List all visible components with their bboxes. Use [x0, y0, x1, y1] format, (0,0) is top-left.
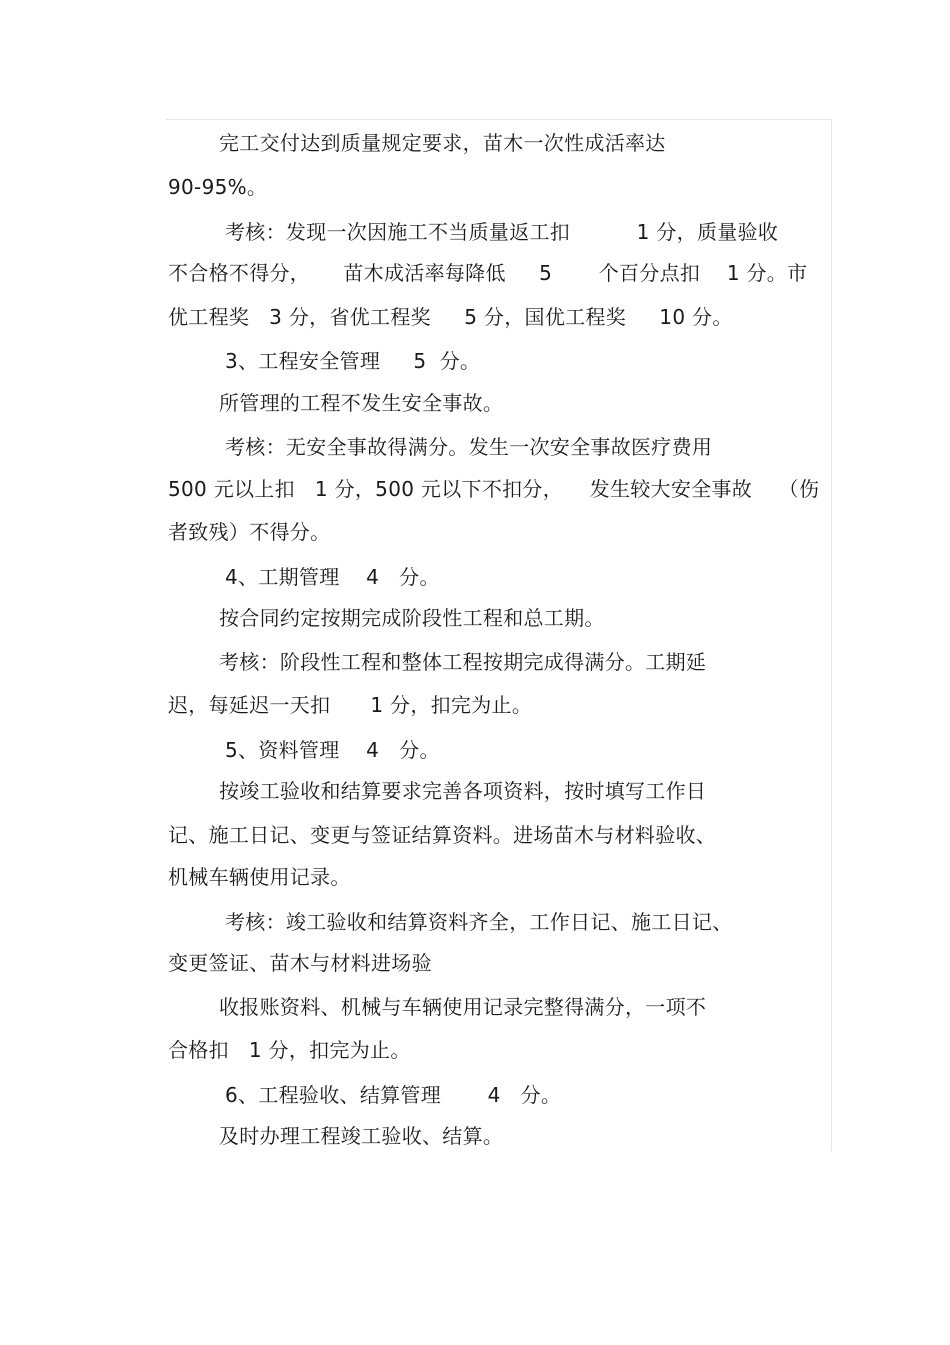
text-line: 机械车辆使用记录。: [168, 865, 351, 889]
text-line: 者致残）不得分。: [168, 520, 331, 544]
text-line: 考核：无安全事故得满分。发生一次安全事故医疗费用: [225, 435, 713, 459]
section-heading: 5、资料管理 4 分。: [225, 738, 440, 762]
text-line: 所管理的工程不发生安全事故。: [219, 391, 504, 415]
text-line: 考核：竣工验收和结算资料齐全，工作日记、施工日记、: [225, 910, 733, 934]
text-line: 变更签证、苗木与材料进场验: [168, 951, 432, 975]
text-line: 500 元以上扣 1 分，500 元以下不扣分， 发生较大安全事故 （伤: [168, 477, 820, 501]
text-line: 考核：发现一次因施工不当质量返工扣 1 分，质量验收: [225, 220, 779, 244]
text-line: 不合格不得分， 苗木成活率每降低 5 个百分点扣 1 分。市: [168, 261, 808, 285]
text-line: 按合同约定按期完成阶段性工程和总工期。: [219, 606, 605, 630]
text-line: 优工程奖 3 分，省优工程奖 5 分，国优工程奖 10 分。: [168, 305, 733, 329]
text-line: 记、施工日记、变更与签证结算资料。进场苗木与材料验收、: [168, 823, 717, 847]
text-line: 完工交付达到质量规定要求，苗木一次性成活率达: [219, 131, 666, 155]
text-line: 合格扣 1 分，扣完为止。: [168, 1038, 411, 1062]
text-line: 考核：阶段性工程和整体工程按期完成得满分。工期延: [219, 650, 707, 674]
text-line: 收报账资料、机械与车辆使用记录完整得满分，一项不: [219, 995, 707, 1019]
section-heading: 3、工程安全管理 5 分。: [225, 349, 481, 373]
section-heading: 4、工期管理 4 分。: [225, 565, 440, 589]
text-line: 迟，每延迟一天扣 1 分，扣完为止。: [168, 693, 533, 717]
text-line: 及时办理工程竣工验收、结算。: [219, 1124, 504, 1148]
text-line: 按竣工验收和结算要求完善各项资料，按时填写工作日: [219, 779, 707, 803]
text-line: 90-95%。: [168, 175, 268, 199]
section-heading: 6、工程验收、结算管理 4 分。: [225, 1083, 562, 1107]
